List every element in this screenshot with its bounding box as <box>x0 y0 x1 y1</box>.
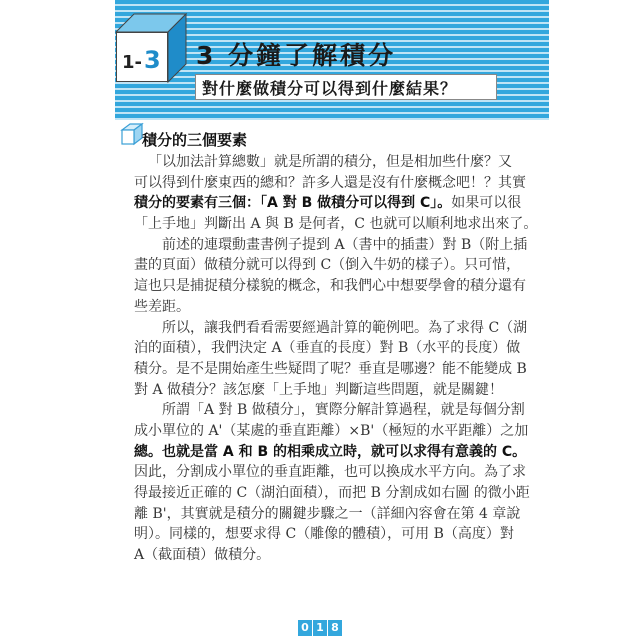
body-line: A（截面積）做積分。 <box>134 547 271 564</box>
body-line: 離 B'，其實就是積分的關鍵步驟之一（詳細內容會在第 4 章說 <box>134 505 521 522</box>
body-line: 所謂「A 對 B 做積分」，實際分解計算過程，就是每個分割 <box>162 402 525 419</box>
body-line: 得最接近正確的 C（湖泊面積），而把 B 分割成如右圖 的微小距 <box>134 485 530 501</box>
body-line: 畫的頁面）做積分就可以得到 C（倒入牛奶的樣子）。只可惜， <box>134 257 521 274</box>
body-line: 泊的面積），我們決定 A（垂直的長度）對 B（水平的長度）做 <box>134 340 521 357</box>
page-number-digit: 0 <box>298 620 312 636</box>
page-subtitle: 對什麼做積分可以得到什麼結果？ <box>202 79 458 98</box>
body-line: 前述的連環動畫書例子提到 A（書中的插畫）對 B（附上插 <box>162 236 528 253</box>
cube-side <box>168 14 186 82</box>
body-line: 明）。同樣的，想要求得 C（雕像的體積），可用 B（高度）對 <box>134 526 514 543</box>
body-text <box>134 152 538 566</box>
cube-icon <box>118 122 144 150</box>
chapter-prefix: 1- <box>122 52 142 73</box>
page-number <box>298 620 342 636</box>
body-line: 些差距。 <box>134 298 190 315</box>
page-number-digit: 1 <box>313 620 327 636</box>
emphasis-text: 積分的要素有三個：「A 對 B 做積分可以得到 C」。 <box>134 195 452 212</box>
chapter-cube <box>116 14 186 84</box>
body-line: 對 A 做積分？該怎麼「上手地」判斷這些問題，就是關鍵！ <box>134 381 504 398</box>
body-line: 「以加法計算總數」就是所謂的積分，但是相加些什麼？又 <box>148 154 512 170</box>
body-text-fragment: 如果可以很 <box>451 195 522 212</box>
chapter-number <box>122 46 161 74</box>
body-line: 積分。是不是開始產生些疑問了呢？垂直是哪邊？能不能變成 B <box>134 360 527 377</box>
body-line: 「上手地」判斷出 A 與 B 是何者，C 也就可以順利地求出來了。 <box>134 216 538 233</box>
chapter-digit: 3 <box>144 46 161 74</box>
body-line: 這也只是捕捉積分樣貌的概念，和我們心中想要學會的積分還有 <box>134 278 526 295</box>
body-line: 所以，讓我們看看需要經過計算的範例吧。為了求得 C（湖 <box>162 319 528 336</box>
page-title: 3 分鐘了解積分 <box>196 41 397 70</box>
body-line: 因此，分割成小單位的垂直距離，也可以換成水平方向。為了求 <box>134 464 526 481</box>
body-line: 成小單位的 A'（某處的垂直距離）×B'（極短的水平距離）之加 <box>134 422 529 439</box>
body-line <box>134 193 522 214</box>
body-line: 可以得到什麼東西的總和？許多人還是沒有什麼概念吧！？其實 <box>134 174 526 191</box>
body-line-emphasis: 總。也就是當 A 和 B 的相乘成立時，就可以求得有意義的 C。 <box>134 443 527 460</box>
page-number-digit: 8 <box>328 620 342 636</box>
section-heading: 積分的三個要素 <box>142 131 248 149</box>
